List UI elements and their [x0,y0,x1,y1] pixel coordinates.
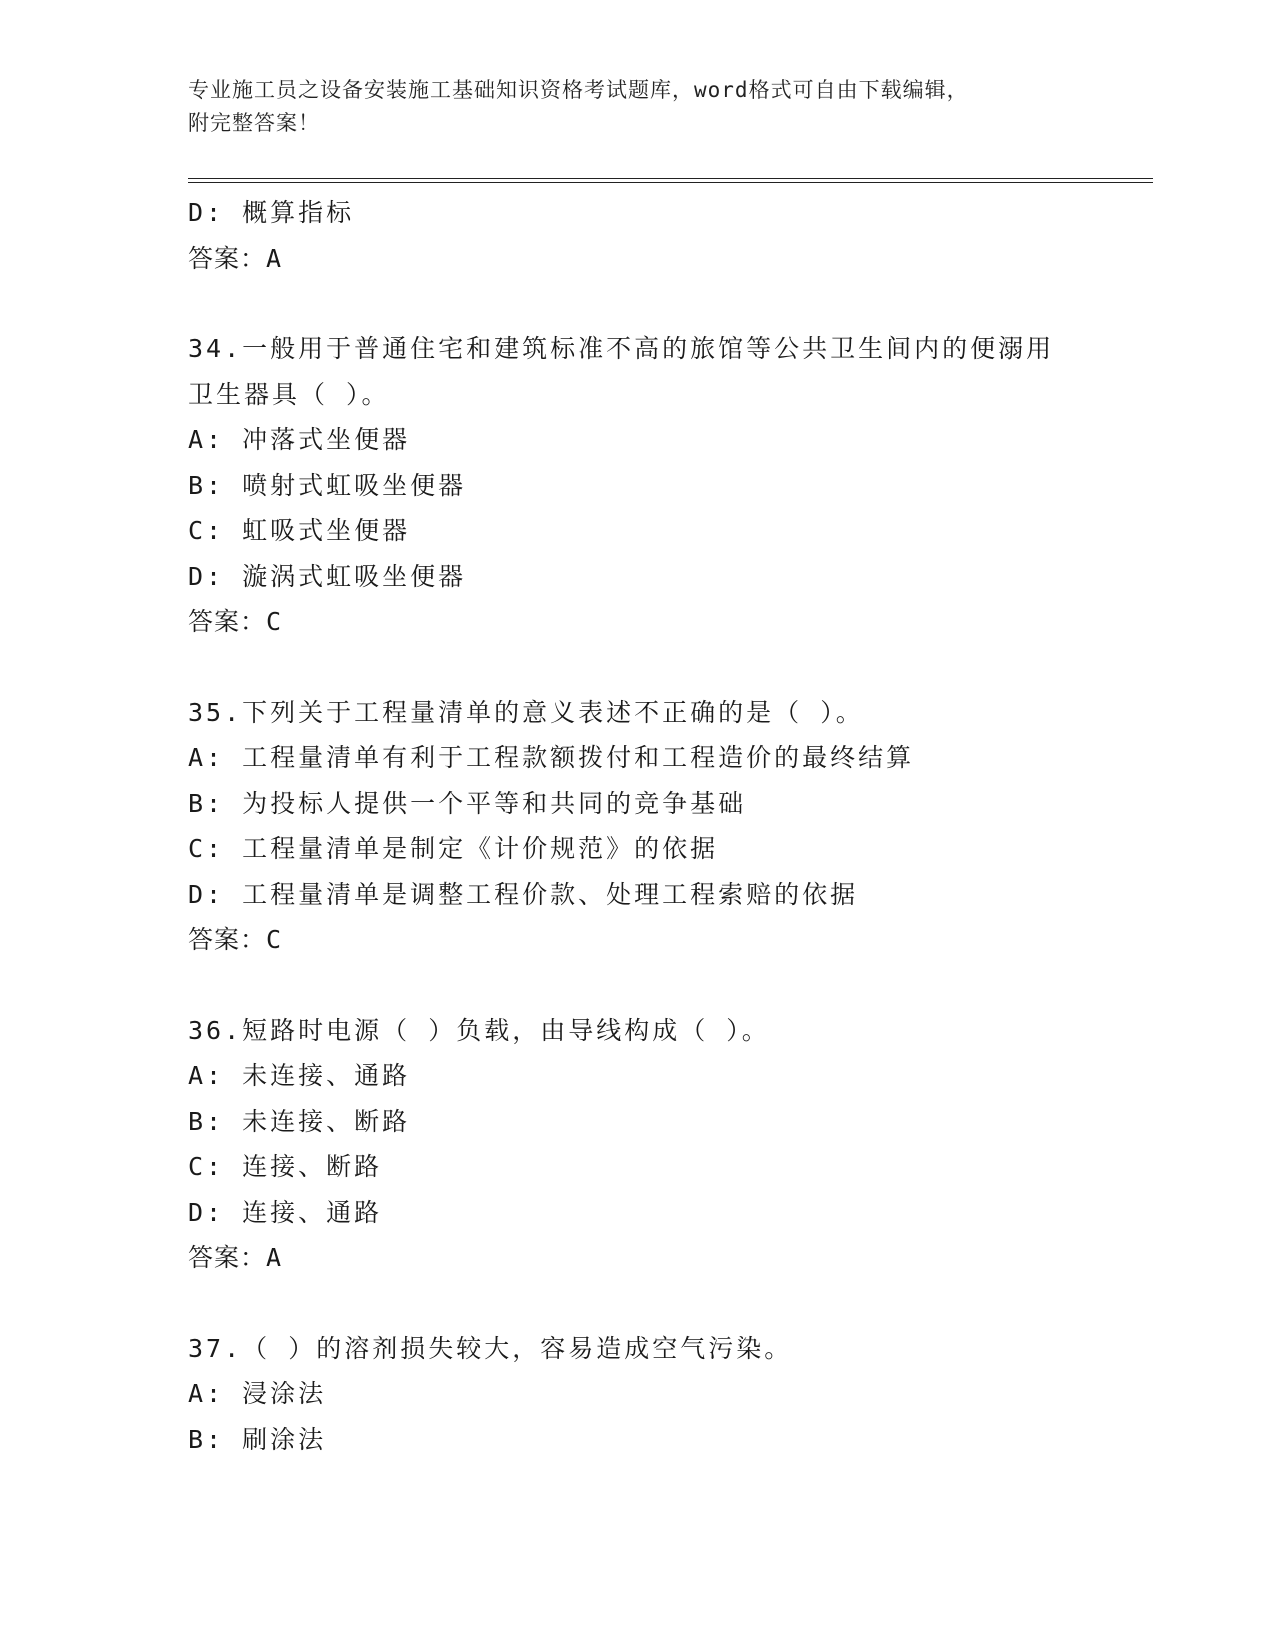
option-a: A: 冲落式坐便器 [188,425,411,454]
document-header [188,74,1088,140]
question-spacer [188,281,1153,326]
option-c: C: 连接、断路 [188,1152,383,1181]
question-35 [188,690,1153,963]
question-spacer [188,645,1153,690]
answer-line: 答案：A [188,1243,283,1272]
option-a: A: 工程量清单有利于工程款额拨付和工程造价的最终结算 [188,743,915,772]
question-stem: 35.下列关于工程量清单的意义表述不正确的是（ ）。 [188,697,864,727]
option-d: D: 连接、通路 [188,1197,383,1227]
header-divider-top [188,178,1153,179]
option-b: B: 为投标人提供一个平等和共同的竞争基础 [188,788,747,818]
question-spacer [188,963,1153,1008]
question-stem: 37.（ ）的溶剂损失较大，容易造成空气污染。 [188,1333,793,1363]
question-36 [188,1008,1153,1281]
option-a: A: 浸涂法 [188,1379,327,1408]
option-c: C: 工程量清单是制定《计价规范》的依据 [188,834,719,863]
answer-line: 答案：C [188,607,283,636]
header-line-2: 附完整答案！ [188,111,320,135]
answer-line: 答案：A [188,243,283,273]
header-line-1: 专业施工员之设备安装施工基础知识资格考试题库，word格式可自由下载编辑， [188,78,969,102]
option-b: B: 刷涂法 [188,1424,327,1454]
prev-question-tail [188,190,1153,281]
question-list [188,190,1153,1462]
question-37 [188,1326,1153,1463]
header-divider-bottom [188,182,1153,183]
option-d: D: 概算指标 [188,198,355,227]
question-stem-continued: 卫生器具（ ）。 [188,379,390,409]
option-c: C: 虹吸式坐便器 [188,516,411,545]
answer-line: 答案：C [188,925,283,954]
question-stem: 36.短路时电源（ ）负载，由导线构成（ ）。 [188,1015,770,1045]
option-b: B: 未连接、断路 [188,1106,411,1136]
question-spacer [188,1281,1153,1326]
question-stem: 34.一般用于普通住宅和建筑标准不高的旅馆等公共卫生间内的便溺用 [188,334,1055,363]
option-d: D: 漩涡式虹吸坐便器 [188,561,467,591]
option-d: D: 工程量清单是调整工程价款、处理工程索赔的依据 [188,879,859,909]
option-b: B: 喷射式虹吸坐便器 [188,470,467,500]
option-a: A: 未连接、通路 [188,1061,411,1090]
question-34 [188,326,1153,645]
